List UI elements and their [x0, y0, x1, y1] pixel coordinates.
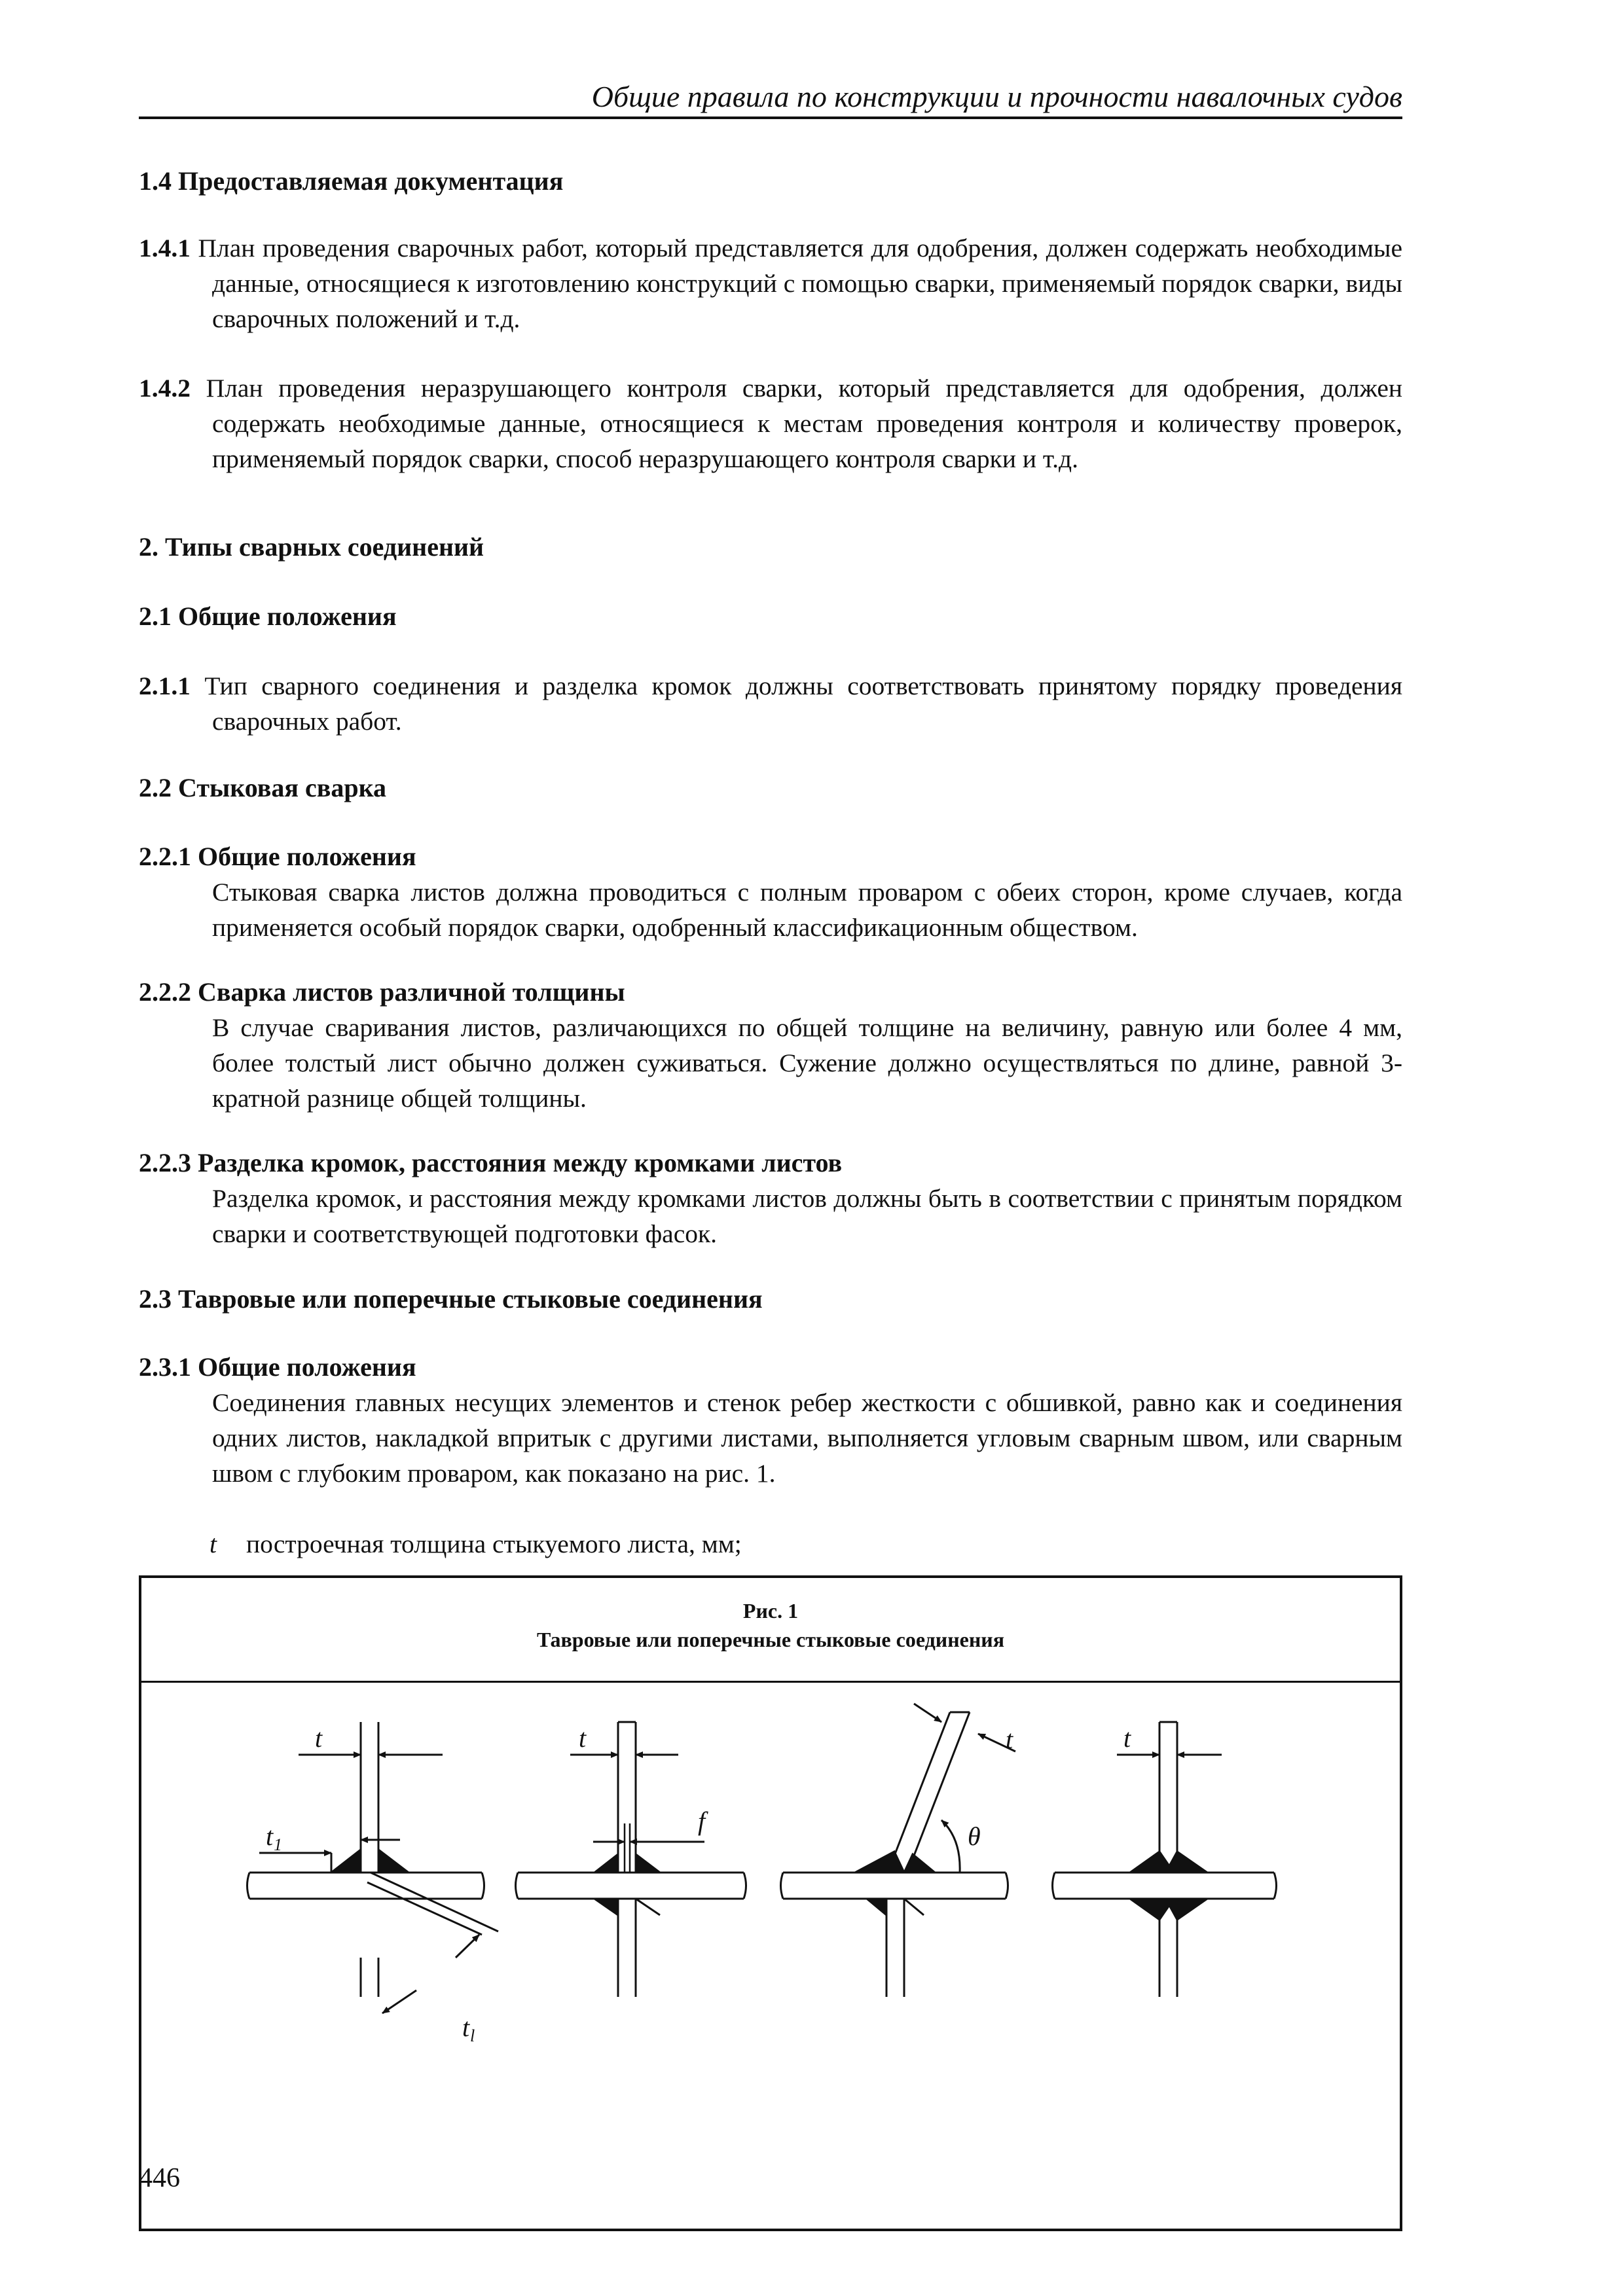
paragraph-2-2-3: Разделка кромок, и расстояния между кромками листов должны быть в соответствии с принятым порядком сварки и соответствующей подготовки фасок. [212, 1184, 1402, 1248]
section-2-2-title: 2.2 Стыковая сварка [139, 773, 387, 802]
label-t: t [1006, 1725, 1013, 1754]
paragraph-2-2-1: Стыковая сварка листов должна проводиться с полным проваром с обеих сторон, кроме случаев, когда применяется особый порядок сварки, одобренный классификационным обществом. [212, 878, 1402, 942]
section-2-2-1-title: 2.2.1 Общие положения [139, 842, 416, 871]
paragraph-2-2-2: В случае сваривания листов, различающихся по общей толщине на величину, равную или более 4 мм, более толстый лист обычно должен суживаться. Сужение должно осуществляться по длине, равной 3-кратной разнице общей толщины. [212, 1013, 1402, 1113]
joint-2-full-penetration [516, 1722, 746, 1997]
paragraph-text: План проведения неразрушающего контроля сварки, который представляется для одобрения, должен содержать необходимые данные, относящиеся к местам проведения контроля и количеству проверок, применяемый порядок сварки, способ неразрушающего контроля сварки и т.д. [206, 374, 1403, 473]
paragraph-2-1-1 [139, 668, 1402, 739]
paragraph-2-3-1: Соединения главных несущих элементов и стенок ребер жесткости с обшивкой, равно как и соединения одних листов, накладкой впритык с другими листами, выполняется угловым сварным швом, или сварным швом с глубоким проваром, как показано на рис. 1. [212, 1388, 1402, 1488]
paragraph-number: 1.4.2 [139, 374, 191, 403]
figure-caption [141, 1578, 1400, 1683]
header-rule [139, 117, 1402, 119]
label-t1-subscript: 1 [274, 1835, 282, 1854]
section-2-title: 2. Типы сварных соединений [139, 532, 484, 562]
running-header: Общие правила по конструкции и прочности навалочных судов [591, 80, 1402, 113]
variable-description: построечная толщина стыкуемого листа, мм; [246, 1530, 742, 1558]
label-t: t [579, 1723, 587, 1753]
section-2-3-title: 2.3 Тавровые или поперечные стыковые соединения [139, 1284, 763, 1314]
section-1-4-title: 1.4 Предоставляемая документация [139, 166, 564, 196]
label-tl-subscript: l [470, 2026, 475, 2045]
label-tl: t [462, 2013, 470, 2042]
variable-definition-t [210, 1526, 742, 1562]
figure-title: Тавровые или поперечные стыковые соединения [536, 1628, 1005, 1651]
variable-symbol: t [210, 1530, 217, 1558]
label-f: f [698, 1806, 706, 1836]
figure-1 [139, 1575, 1402, 2231]
page-number: 446 [139, 2163, 180, 2193]
section-2-2-2-title: 2.2.2 Сварка листов различной толщины [139, 977, 625, 1007]
section-2-2-3-title: 2.2.3 Разделка кромок, расстояния между кромками листов [139, 1148, 843, 1177]
label-t: t [1123, 1723, 1131, 1753]
joint-1-fillet-weld [247, 1722, 499, 2013]
label-theta: θ [968, 1821, 981, 1851]
joint-4-double-sided-weld [1053, 1722, 1277, 1997]
section-2-1-title: 2.1 Общие положения [139, 601, 397, 631]
section-2-3-1-title: 2.3.1 Общие положения [139, 1352, 416, 1382]
figure-number: Рис. 1 [742, 1599, 799, 1623]
paragraph-number: 1.4.1 [139, 234, 191, 262]
paragraph-text: План проведения сварочных работ, который представляется для одобрения, должен содержать необходимые данные, относящиеся к изготовлению конструкций с помощью сварки, применяемый порядок сварки, виды сварочных положений и т.д. [198, 234, 1403, 333]
label-t1: t [266, 1821, 274, 1851]
tee-joint-diagram [141, 1683, 1400, 2231]
paragraph-text: Тип сварного соединения и разделка кромок должны соответствовать принятому порядку проведения сварочных работ. [204, 672, 1402, 736]
paragraph-1-4-2 [139, 370, 1402, 476]
paragraph-number: 2.1.1 [139, 672, 191, 700]
label-t: t [315, 1723, 323, 1753]
paragraph-1-4-1 [139, 230, 1402, 336]
